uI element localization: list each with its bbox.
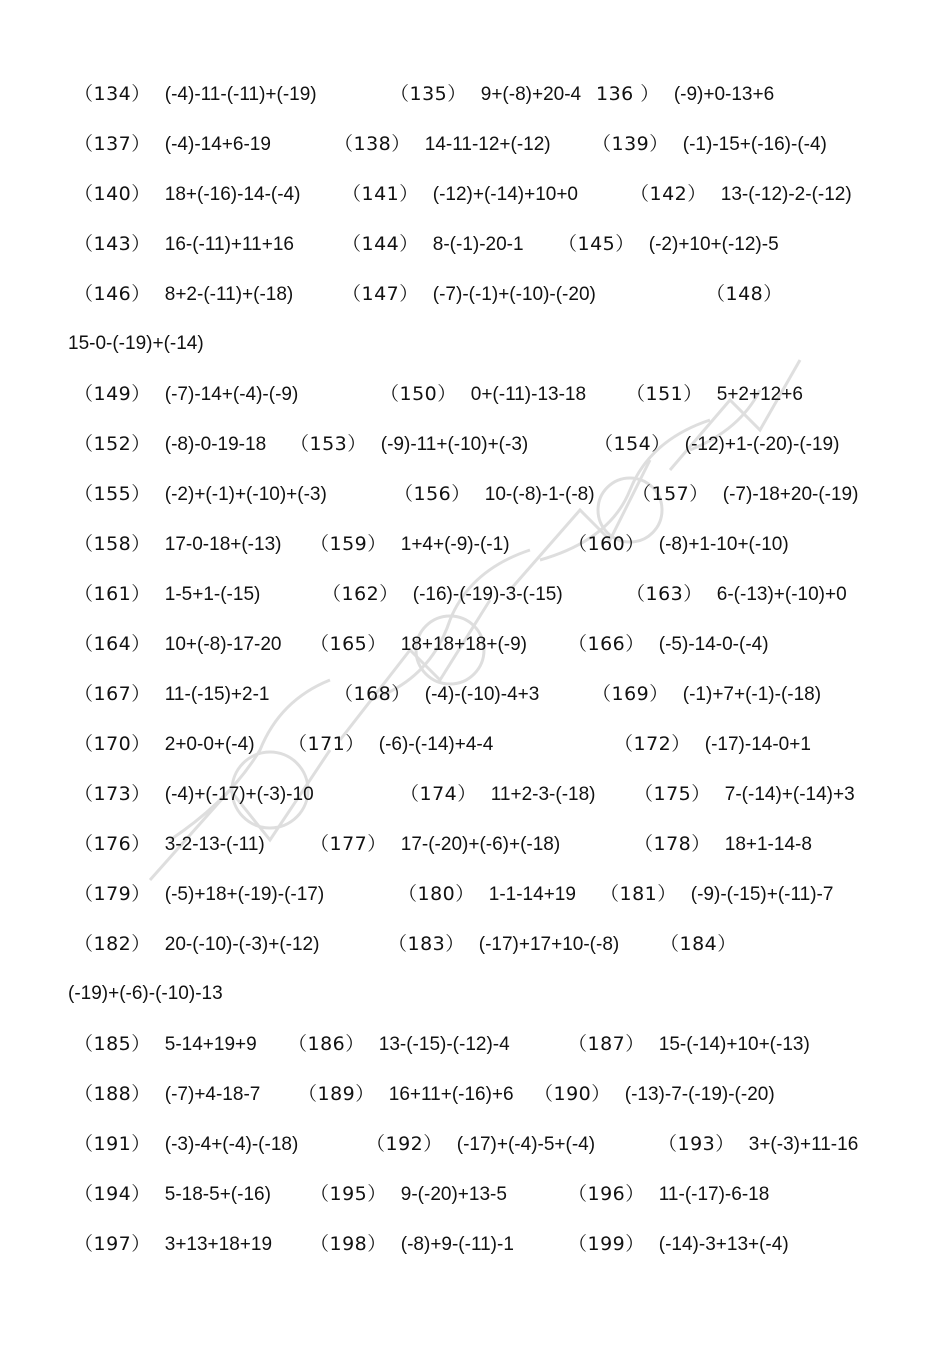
problem-number: （181） [600,883,677,905]
problem-expression: 9+(-8)+20-4 [480,84,582,105]
problem-row [0,630,950,658]
problem-row [0,80,950,108]
problem-expression: 16-(-11)+11+16 [164,234,294,255]
problem-item [568,1030,810,1059]
problem-number: （178） [634,833,711,855]
problem-row [0,1230,950,1258]
problem-item [74,380,298,409]
problem-row [0,430,950,458]
problem-number: （146） [74,283,151,305]
problem-item [310,1230,514,1259]
problem-item [310,630,527,659]
problem-expression: (-17)-14-0+1 [704,734,811,755]
problem-number: （194） [74,1183,151,1205]
problem-number: （189） [298,1083,375,1105]
problem-number: （148） [706,283,783,305]
problem-number: （180） [398,883,475,905]
problem-item [626,380,803,409]
problem-item [288,1030,510,1059]
problem-row [0,1130,950,1158]
problem-expression: (-17)+(-4)-5+(-4) [456,1134,596,1155]
problem-row [0,1080,950,1108]
problem-expression: (-7)-(-1)+(-10)-(-20) [432,284,596,305]
problem-number: （188） [74,1083,151,1105]
problem-expression: (-4)-(-10)-4+3 [424,684,540,705]
problem-row [0,280,950,308]
problem-number: （170） [74,733,151,755]
problem-row [0,1030,950,1058]
problem-expression: (-2)+(-1)+(-10)+(-3) [164,484,327,505]
problem-item [322,580,563,609]
problem-number: （163） [626,583,703,605]
problem-row [0,530,950,558]
problem-number: （192） [366,1133,443,1155]
problem-expression: 2+0-0+(-4) [164,734,255,755]
problem-number: （187） [568,1033,645,1055]
problem-item [74,1230,272,1259]
problem-row [0,580,950,608]
problem-number: （175） [634,783,711,805]
problem-row [0,330,950,358]
problem-expression: 3+13+18+19 [164,1234,273,1255]
problem-row [0,780,950,808]
problem-expression: 11+2-3-(-18) [490,784,596,805]
problem-number: （191） [74,1133,151,1155]
problem-expression: 10+(-8)-17-20 [164,634,282,655]
problem-number: 136 ） [596,83,660,105]
problem-number: （152） [74,433,151,455]
problem-expression: 16+11+(-16)+6 [388,1084,514,1105]
problem-number: （156） [394,483,471,505]
problem-number: （182） [74,933,151,955]
problem-item [390,80,581,109]
problem-item [568,1230,789,1259]
problem-continuation: (-19)+(-6)-(-10)-13 [68,983,223,1004]
problem-expression: (-12)+(-14)+10+0 [432,184,578,205]
problem-item [632,480,858,509]
problem-item [74,530,281,559]
problem-expression: 3-2-13-(-11) [164,834,265,855]
problem-item [74,1030,257,1059]
problem-expression: 1-5+1-(-15) [164,584,261,605]
problem-expression: 5-18-5+(-16) [164,1184,271,1205]
problem-number: （179） [74,883,151,905]
problem-expression: (-14)-3+13+(-4) [658,1234,789,1255]
problem-item [634,830,812,859]
problem-item [74,680,270,709]
problem-row [0,480,950,508]
problem-expression: 1-1-14+19 [488,884,576,905]
problem-number: （196） [568,1183,645,1205]
problem-expression: (-4)+(-17)+(-3)-10 [164,784,314,805]
problem-expression: (-13)-7-(-19)-(-20) [624,1084,775,1105]
problem-number: （155） [74,483,151,505]
problem-expression: (-5)-14-0-(-4) [658,634,769,655]
problem-item [380,380,586,409]
problem-expression: (-1)+7+(-1)-(-18) [682,684,822,705]
problem-item [74,580,260,609]
problem-number: （158） [74,533,151,555]
problem-expression: (-5)+18+(-19)-(-17) [164,884,325,905]
problem-item [310,530,510,559]
problem-number: （139） [592,133,669,155]
problem-number: （172） [614,733,691,755]
problem-item [342,280,596,309]
problem-number: （140） [74,183,151,205]
problem-item [74,1080,260,1109]
problem-row [0,880,950,908]
problem-item [74,430,266,459]
problem-number: （144） [342,233,419,255]
problem-expression: 8+2-(-11)+(-18) [164,284,294,305]
problem-expression: (-4)-11-(-11)+(-19) [164,84,317,105]
problem-number: （166） [568,633,645,655]
problem-expression: 5-14+19+9 [164,1034,257,1055]
problem-expression: 5+2+12+6 [716,384,803,405]
problem-expression: (-17)+17+10-(-8) [478,934,620,955]
problem-expression: 17-0-18+(-13) [164,534,282,555]
problem-number: （190） [534,1083,611,1105]
problem-expression: 18+(-16)-14-(-4) [164,184,301,205]
problem-expression: (-7)-14+(-4)-(-9) [164,384,299,405]
problem-row [0,980,950,1008]
problem-number: （165） [310,633,387,655]
problem-expression: (-9)-11+(-10)+(-3) [380,434,529,455]
problem-item [74,730,255,759]
problem-number: （174） [400,783,477,805]
problem-item [558,230,779,259]
problem-expression: 6-(-13)+(-10)+0 [716,584,847,605]
problem-expression: 11-(-17)-6-18 [658,1184,770,1205]
problem-expression: 1+4+(-9)-(-1) [400,534,510,555]
problem-number: （153） [290,433,367,455]
problem-number: （169） [592,683,669,705]
problem-item [600,880,833,909]
problem-item [74,630,281,659]
problem-number: （164） [74,633,151,655]
problem-number: （137） [74,133,151,155]
problem-number: （198） [310,1233,387,1255]
problem-number: （176） [74,833,151,855]
problem-expression: 15-(-14)+10+(-13) [658,1034,810,1055]
problem-row [0,830,950,858]
problem-number: （150） [380,383,457,405]
problem-number: （171） [288,733,365,755]
problem-item [534,1080,775,1109]
problem-expression: (-4)-14+6-19 [164,134,271,155]
problem-expression: (-6)-(-14)+4-4 [378,734,494,755]
problem-number: （151） [626,383,703,405]
problem-expression: (-7)-18+20-(-19) [722,484,859,505]
problem-item [398,880,576,909]
problem-expression: 9-(-20)+13-5 [400,1184,507,1205]
problem-item [74,830,265,859]
problem-expression: 18+18+18+(-9) [400,634,528,655]
problem-item [310,1180,507,1209]
problem-number: （159） [310,533,387,555]
problem-expression: 8-(-1)-20-1 [432,234,524,255]
problem-expression: 13-(-15)-(-12)-4 [378,1034,510,1055]
problem-number: （154） [594,433,671,455]
problem-item [74,1180,271,1209]
problem-number: （162） [322,583,399,605]
problem-item [594,430,839,459]
problem-row [0,930,950,958]
problem-number: （177） [310,833,387,855]
problem-item [310,830,560,859]
problem-item [626,580,847,609]
problem-row [0,1180,950,1208]
problem-item [706,280,797,309]
problem-item [74,780,314,809]
problem-expression: 10-(-8)-1-(-8) [484,484,595,505]
problem-number: （185） [74,1033,151,1055]
problem-number: （160） [568,533,645,555]
problem-item [74,930,319,959]
problem-expression: (-9)-(-15)+(-11)-7 [690,884,834,905]
problem-expression: (-8)+1-10+(-10) [658,534,789,555]
problem-expression: (-1)-15+(-16)-(-4) [682,134,827,155]
problem-number: （145） [558,233,635,255]
problem-number: （134） [74,83,151,105]
problem-item [74,880,324,909]
problem-item [568,1180,769,1209]
problem-item [366,1130,595,1159]
problem-number: （186） [288,1033,365,1055]
problem-continuation: 15-0-(-19)+(-14) [68,333,204,354]
problem-row [0,130,950,158]
problem-number: （173） [74,783,151,805]
problem-item [342,230,524,259]
problem-item [596,80,774,109]
problem-number: （149） [74,383,151,405]
problem-expression: 17-(-20)+(-6)+(-18) [400,834,561,855]
problem-expression: (-12)+1-(-20)-(-19) [684,434,840,455]
problem-number: （142） [630,183,707,205]
problem-item [592,130,827,159]
problem-item [568,630,769,659]
problem-expression: (-3)-4+(-4)-(-18) [164,1134,299,1155]
problem-item [288,730,493,759]
problem-item [568,530,789,559]
problem-item [74,1130,298,1159]
problem-item [592,680,821,709]
problem-number: （197） [74,1233,151,1255]
problem-expression: (-7)+4-18-7 [164,1084,261,1105]
problem-item [74,130,271,159]
problem-expression: 11-(-15)+2-1 [164,684,270,705]
problem-number: （167） [74,683,151,705]
problem-expression: (-8)+9-(-11)-1 [400,1234,514,1255]
problem-number: （143） [74,233,151,255]
problem-expression: (-16)-(-19)-3-(-15) [412,584,563,605]
problem-item [658,1130,858,1159]
problem-expression: 7-(-14)+(-14)+3 [724,784,855,805]
problem-number: （195） [310,1183,387,1205]
problem-item [298,1080,514,1109]
problem-number: （199） [568,1233,645,1255]
problem-number: （147） [342,283,419,305]
problem-item [74,80,317,109]
problem-item [400,780,596,809]
problem-expression: 20-(-10)-(-3)+(-12) [164,934,320,955]
problem-item [342,180,578,209]
problem-expression: (-9)+0-13+6 [673,84,775,105]
problem-item [74,280,293,309]
problem-expression: 14-11-12+(-12) [424,134,551,155]
problem-expression: 18+1-14-8 [724,834,812,855]
problem-row [0,380,950,408]
problem-expression: 13-(-12)-2-(-12) [720,184,852,205]
problem-number: （193） [658,1133,735,1155]
problem-item [634,780,855,809]
problem-expression: 0+(-11)-13-18 [470,384,587,405]
problem-row [0,180,950,208]
problem-number: （168） [334,683,411,705]
problem-number: （141） [342,183,419,205]
problem-item [630,180,852,209]
problem-item [614,730,811,759]
problem-item [660,930,751,959]
problem-row [0,230,950,258]
problem-number: （138） [334,133,411,155]
problem-number: （135） [390,83,467,105]
problem-expression: (-2)+10+(-12)-5 [648,234,779,255]
problem-item [290,430,528,459]
problem-number: （157） [632,483,709,505]
problem-row [0,730,950,758]
problem-expression: 3+(-3)+11-16 [748,1134,859,1155]
problem-item [334,130,551,159]
problem-item [334,680,539,709]
problem-item [394,480,595,509]
problem-item [388,930,619,959]
problem-number: （183） [388,933,465,955]
problem-item [74,480,327,509]
problem-number: （161） [74,583,151,605]
problem-number: （184） [660,933,737,955]
problem-expression: (-8)-0-19-18 [164,434,267,455]
problem-item [74,230,294,259]
problem-item [74,180,300,209]
problem-row [0,680,950,708]
